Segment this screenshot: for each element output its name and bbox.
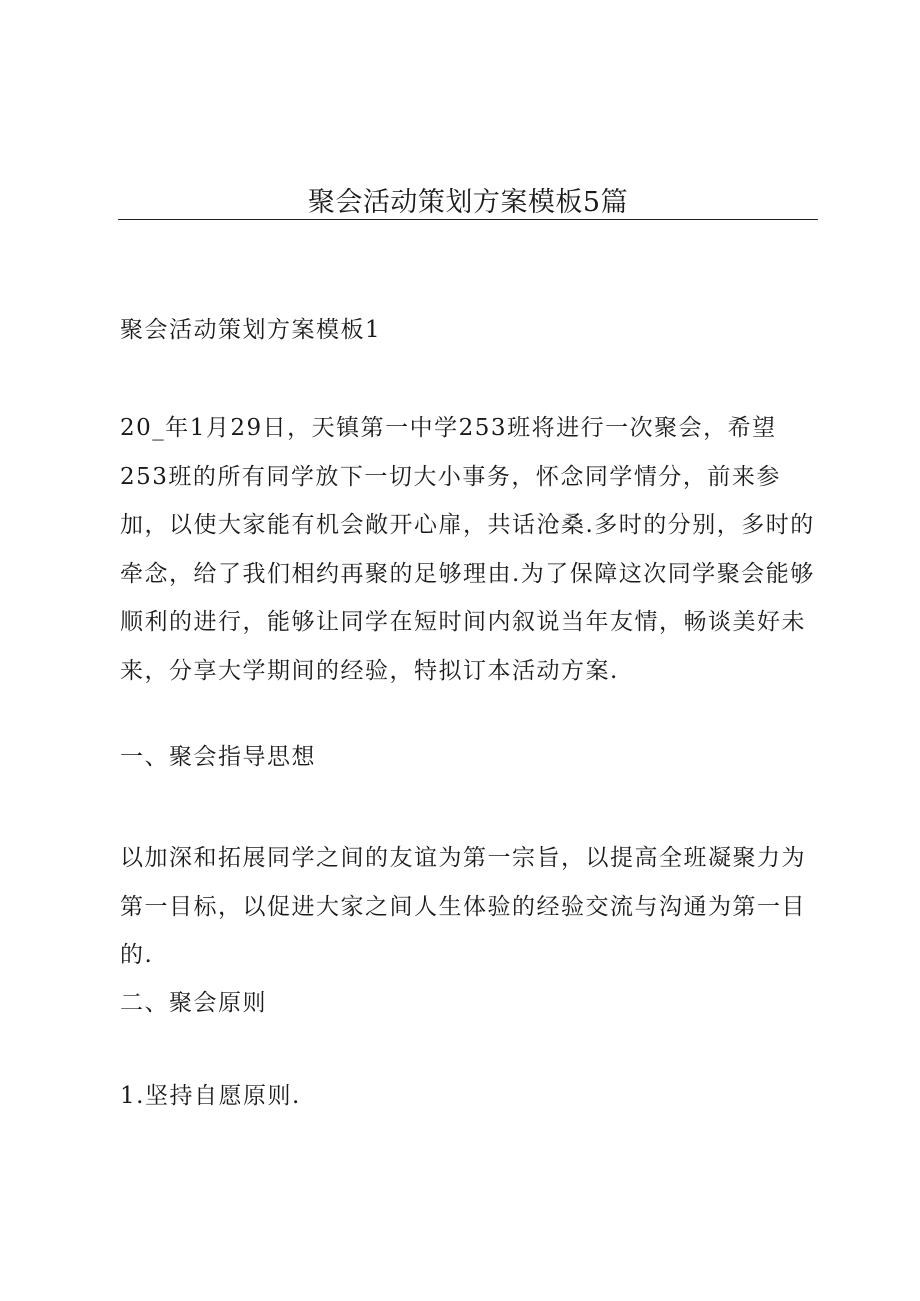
- document-title: 聚会活动策划方案模板5篇: [307, 187, 629, 218]
- title-underline: [118, 219, 818, 220]
- intro-paragraph: 20_年1月29日，天镇第一中学253班将进行一次聚会，希望253班的所有同学放下一切大小事务，怀念同学情分，前来参加，以使大家能有机会敞开心扉，共话沧桑.多时的分别，多时的牵念，给了我们相约再聚的足够理由.为了保障这次同学聚会能够顺利的进行，能够让同学在短时间内叙说当年友情，畅谈美好未来，分享大学期间的经验，特拟订本活动方案.: [120, 415, 815, 684]
- section-title: 聚会活动策划方案模板1: [120, 317, 382, 343]
- guiding-paragraph: 以加深和拓展同学之间的友谊为第一宗旨，以提高全班凝聚力为第一目标，以促进大家之间人生体验的经验交流与沟通为第一目的.: [120, 845, 806, 968]
- principle-item-1: 1.坚持自愿原则.: [120, 1083, 301, 1109]
- heading-principles: 二、聚会原则: [120, 990, 267, 1016]
- heading-guiding-ideology: 一、聚会指导思想: [120, 744, 316, 770]
